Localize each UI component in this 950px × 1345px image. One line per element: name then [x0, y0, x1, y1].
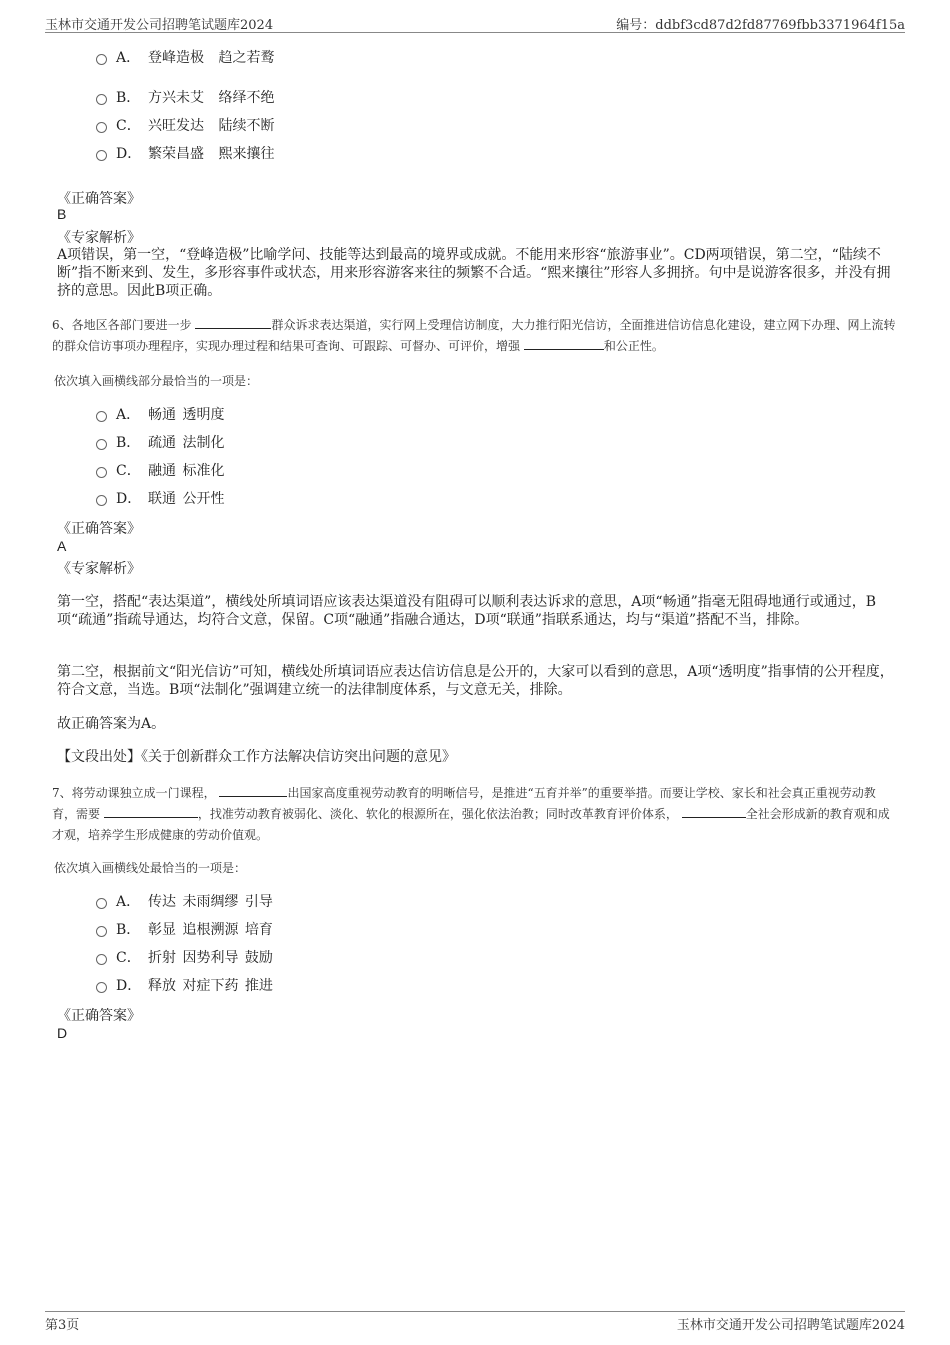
question-number: 7、	[52, 786, 72, 800]
question-text: 将劳动课独立成一门课程，	[71, 786, 216, 800]
option-letter: A．	[116, 407, 141, 423]
fill-blank	[524, 337, 604, 350]
option-letter: C．	[116, 950, 141, 966]
answer-value: B	[57, 206, 67, 222]
analysis-label: 《专家解析》	[57, 561, 141, 577]
option-letter: D．	[116, 978, 142, 994]
option-text: 畅通 透明度	[148, 407, 225, 423]
option-text: 疏通 法制化	[148, 435, 225, 451]
fill-blank	[195, 316, 271, 329]
q7-option-d[interactable]	[96, 975, 273, 995]
footer-title: 玉林市交通开发公司招聘笔试题库2024	[676, 1318, 905, 1333]
question-7	[52, 783, 897, 846]
question-text: 出国家高度重视劳动教育的明晰信号，是推进“五育并举”的重要举措。而要让学校、家长和社会真正重视劳动教育，需要	[52, 786, 876, 821]
header-divider	[45, 32, 905, 33]
radio-icon[interactable]	[96, 411, 107, 422]
q5-option-c[interactable]	[96, 115, 274, 135]
radio-icon[interactable]	[96, 439, 107, 450]
question-number: 6、	[52, 318, 72, 332]
analysis-text: 第一空，搭配“表达渠道”，横线处所填词语应该表达渠道没有阻碍可以顺利表达诉求的意思，A项“畅通”指毫无阻碍地通行或通过，B项“疏通”指疏导通达，均符合文意，保留。C项“融通”指融合通达，D项“联通”指联系通达，均与“渠道”搭配不当，排除。	[57, 594, 877, 628]
radio-icon[interactable]	[96, 495, 107, 506]
q5-option-a[interactable]	[96, 47, 274, 67]
radio-icon[interactable]	[96, 54, 107, 65]
option-text: 折射 因势利导 鼓励	[148, 950, 273, 966]
radio-icon[interactable]	[96, 467, 107, 478]
radio-icon[interactable]	[96, 150, 107, 161]
answer-value: D	[57, 1025, 68, 1041]
radio-icon[interactable]	[96, 94, 107, 105]
option-letter: B．	[116, 922, 141, 938]
radio-icon[interactable]	[96, 982, 107, 993]
q6-option-b[interactable]	[96, 432, 224, 452]
analysis-text: A项错误，第一空，“登峰造极”比喻学问、技能等达到最高的境界或成就。不能用来形容“旅游事业”。CD两项错误，第二空，“陆续不断”指不断来到、发生，多形容事件或状态，用来形容游客来往的频繁不合适。“熙来攘往”形容人多拥挤。句中是说游客很多，并没有拥挤的意思。因此B项正确。	[57, 247, 891, 299]
radio-icon[interactable]	[96, 954, 107, 965]
option-text: 繁荣昌盛 熙来攘往	[148, 146, 275, 162]
q7-option-c[interactable]	[96, 947, 273, 967]
q6-option-c[interactable]	[96, 460, 224, 480]
answer-label: 《正确答案》	[57, 191, 141, 207]
fill-blank	[104, 805, 198, 818]
fill-blank	[682, 805, 746, 818]
question-text: 群众诉求表达渠道，实行网上受理信访制度，大力推行阳光信访，全面推进信访信息化建设，建立网下办理、网上流转的群众信访事项办理程序，实现办理过程和结果可查询、可跟踪、可督办、可评价，增强	[52, 318, 896, 353]
q5-option-d[interactable]	[96, 143, 274, 163]
option-letter: D．	[116, 146, 142, 162]
option-letter: D．	[116, 491, 142, 507]
page-number: 第3页	[45, 1318, 80, 1333]
radio-icon[interactable]	[96, 122, 107, 133]
option-text: 彰显 追根溯源 培育	[148, 922, 273, 938]
q6-option-d[interactable]	[96, 488, 224, 508]
answer-label: 《正确答案》	[57, 521, 141, 537]
q5-option-b[interactable]	[96, 87, 274, 107]
question-text: ，找准劳动教育被弱化、淡化、软化的根源所在，强化依法治教；同时改革教育评价体系，	[197, 807, 678, 821]
question-6	[52, 315, 897, 357]
analysis-label: 《专家解析》	[57, 230, 141, 246]
question-text: 各地区各部门要进一步	[71, 318, 192, 332]
question-prompt: 依次填入画横线部分最恰当的一项是：	[54, 374, 259, 388]
option-text: 融通 标准化	[148, 463, 225, 479]
q6-option-a[interactable]	[96, 404, 224, 424]
question-prompt: 依次填入画横线处最恰当的一项是：	[54, 861, 247, 875]
source-citation: 【文段出处】《关于创新群众工作方法解决信访突出问题的意见》	[57, 749, 456, 765]
radio-icon[interactable]	[96, 898, 107, 909]
option-text: 兴旺发达 陆续不断	[148, 118, 275, 134]
q7-option-b[interactable]	[96, 919, 273, 939]
option-text: 释放 对症下药 推进	[148, 978, 273, 994]
option-letter: B．	[116, 90, 141, 106]
option-letter: C．	[116, 118, 141, 134]
header-title: 玉林市交通开发公司招聘笔试题库2024	[45, 18, 274, 33]
header-doc-id: 编号：ddbf3cd87d2fd87769fbb3371964f15a	[616, 18, 905, 33]
question-text: 全社会形成新的教育观和成才观，培养学生形成健康的劳动价值观。	[52, 807, 890, 842]
option-letter: A．	[116, 50, 141, 66]
option-letter: A．	[116, 894, 141, 910]
q7-option-a[interactable]	[96, 891, 273, 911]
option-text: 方兴未艾 络绎不绝	[148, 90, 275, 106]
option-text: 联通 公开性	[148, 491, 225, 507]
option-text: 传达 未雨绸缪 引导	[148, 894, 273, 910]
analysis-text: 第二空，根据前文“阳光信访”可知，横线处所填词语应表达信访信息是公开的，大家可以看到的意思，A项“透明度”指事情的公开程度，符合文意，当选。B项“法制化”强调建立统一的法律制度体系，与文意无关，排除。	[57, 664, 894, 698]
option-text: 登峰造极 趋之若鹜	[148, 50, 275, 66]
answer-value: A	[57, 538, 67, 554]
footer-divider	[45, 1311, 905, 1312]
question-text: 和公正性。	[603, 339, 664, 353]
option-letter: C．	[116, 463, 141, 479]
option-letter: B．	[116, 435, 141, 451]
analysis-text: 故正确答案为A。	[57, 716, 166, 732]
fill-blank	[219, 784, 287, 797]
answer-label: 《正确答案》	[57, 1008, 141, 1024]
radio-icon[interactable]	[96, 926, 107, 937]
